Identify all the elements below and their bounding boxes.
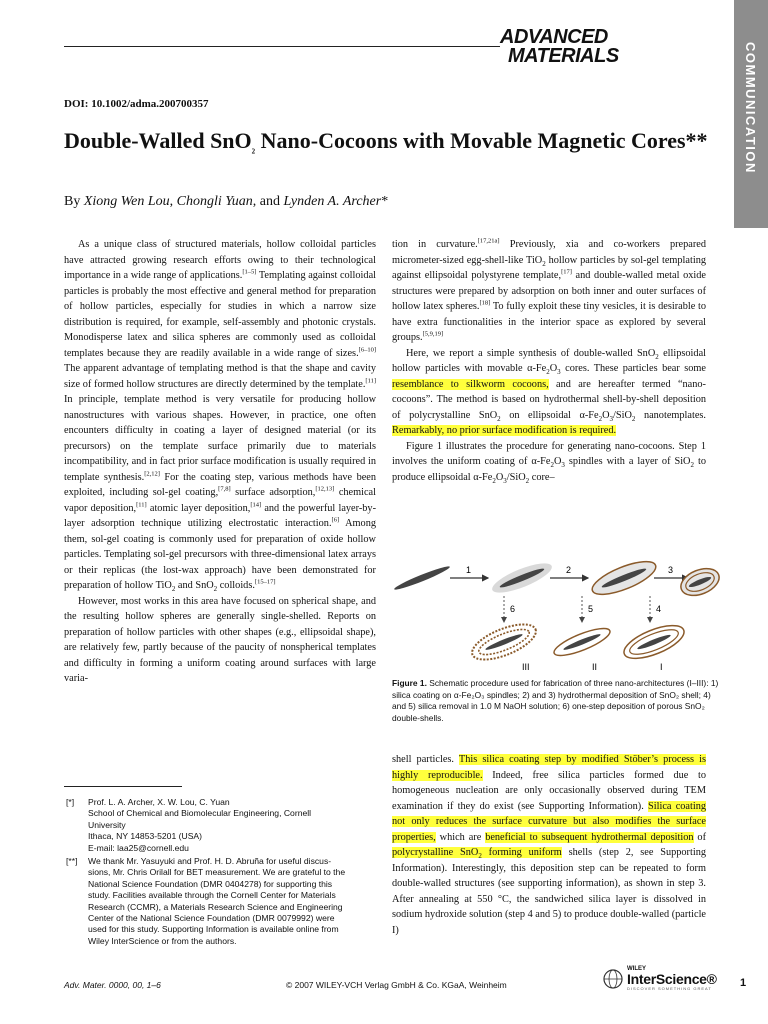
body-column-right-bottom [392,752,706,938]
paragraph: Here, we report a simple synthesis of double-walled SnO$_2$ ellipsoidal hollow particles with movable $\alpha-Fe_2O_3$ cores. These particles bear some resemblance to silkworm cocoons, and are hereafter termed “nano-cocoons”. The method is based on hydrothermal shell-by-shell deposition of polycrystalline SnO$_2$ on ellipsoidal $\alpha-Fe_2O_3/SiO_2$ nanotemplates. Remarkably, no prior surface modification is required. [392,347,706,436]
footnote-line: sions, Mr. Chris Orilall for BET measurement. We are grateful to the [88,867,346,878]
footnote-marker-1: [*] [66,797,75,807]
footnote-line: National Science Foundation (DMR 0404278) for supporting this [88,878,333,889]
paragraph: However, most works in this area have focused on spherical shape, and the resulting hollow spheres are generally single-shelled. Reports on preparation of hollow particles with other shapes (e.g., ellipsoidal shape), are relatively few, partly because of the paucity of nonspherical templates and difficulty in forming a uniform coating around surfaces with large varia- [64,595,376,684]
doi: DOI: 10.1002/adma.200700357 [64,98,209,110]
journal-logo [500,28,619,66]
structure-label-ii: II [592,662,598,672]
step-label-2: 2 [566,565,572,575]
paragraph: tion in curvature.[17,21a] Previously, xia and co-workers prepared micrometer-sized egg-shell-like TiO$_2$ hollow particles by sol-gel templating against ellipsoidal polystyrene template,[17] and double-walled metal oxide structures were prepared by adsorption on both inner and outer surfaces of hollow latex spheres.[18] To fully exploit these tiny vesicles, it is desirable to have extra functionalities in the interior space as explored by several groups.[5,9,19] [392,237,706,343]
paragraph: As a unique class of structured materials, hollow colloidal particles have attracted growing research efforts owing to their technological importance in a wide range of applications.[1–5] Templating against colloidal particles is probably the most effective and general method for preparation of hollow particles, especially for studies in which a narrow size distribution is required, for example, self-assembly and photonic crystals. Monodisperse latex and silica spheres are commonly used as colloidal templates because they are readily available in a wide range of sizes.[6–10] The apparent advantage of templating method is that the shape and cavity size of formed hollow structures are directly determined by the template.[11] In principle, template method is very versatile for producing hollow nanostructures with various shapes. However, in practice, one often encounters difficulty in coating a layer of designed material (or its precursors) on the template surface primarily due to materials incompatibility, and in fact prior surface modification is usually required in template synthesis.[2,12] For the coating step, various methods have been exploited, including sol-gel coating,[7,8] surface adsorption,[12,13] chemical vapor deposition,[11] atomic layer deposition,[14] and the powerful layer-by-layer adsorption technique utilizing electrostatic interaction.[6] Among them, sol-gel coating is commonly used for preparation of oxide hollow particles. Templating sol-gel precursors with three-dimensional latex arrays or their replicas (the lost-wax approach) have been demonstrated for preparation of hollow TiO$_2$ and SnO$_2$ colloids.[15–17] [64,239,377,594]
author-by: By [64,194,84,209]
journal-logo-line2: MATERIALS [508,45,619,67]
footnote-line: School of Chemical and Biomolecular Engineering, Cornell [88,808,312,819]
highlight: resemblance to silkworm cocoons, [392,378,549,390]
publisher-logo [602,966,717,992]
footnote-line: Research (CCMR), a Materials Research Science and Engineering [88,901,343,912]
globe-icon [602,968,624,990]
footnote-line: study. Facilities available through the Cornell Center for Materials [88,890,336,901]
footnote-line: We thank Mr. Yasuyuki and Prof. H. D. Abruña for useful discus- [88,856,332,866]
header-rule [64,46,500,47]
highlight: Silica coating not only reduces the surface curvature but also modifies the surface properties, [392,800,706,843]
caption-text: Schematic procedure used for fabrication of three nano-architectures (I–III): 1) silica coating on α-Fe₂O₃ spindles; 2) and 3) hydrothermal deposition of SnO₂ shell; 4) and 5) silica removal in 1.0 M NaOH solution; 6) one-step deposition of porous SnO₂ double-shells. [392,678,719,723]
footnote-marker-2: [**] [66,856,78,866]
nano-cocoon-iii [468,617,541,667]
silica-coated-spindle [489,560,555,598]
highlight: Remarkably, no prior surface modification is required. [392,425,617,436]
step-label-1: 1 [466,565,472,575]
page-number: 1 [740,977,747,989]
publisher-name: InterScience® [627,971,717,987]
nano-cocoon-i [620,619,688,665]
title-part1: Double-Walled SnO [64,128,252,153]
section-tab [734,0,768,228]
author-2: Chongli Yuan [176,194,253,209]
footnote-line: Ithaca, NY 14853-5201 (USA) [88,831,203,842]
author-sep1: , [169,194,177,209]
highlight: beneficial to subsequent hydrothermal deposition [485,831,694,843]
title-part2: Nano-Cocoons with Movable Magnetic Cores** [255,128,708,153]
publisher-small: WILEY [627,966,646,972]
author-1: Xiong Wen Lou [83,194,170,209]
footnote-correspondence [66,797,378,854]
double-coated-particle [677,563,720,600]
spindle-core [393,564,451,592]
step-label-6: 6 [510,604,516,614]
author-3: Lynden A. Archer [283,194,382,209]
author-line [64,194,388,210]
journal-logo-line1: ADVANCED [500,26,608,48]
structure-label-iii: III [522,662,530,672]
footnote-acknowledgements [66,856,380,947]
footnote-rule [64,786,182,787]
article-title [64,128,724,154]
publisher-tagline: DISCOVER SOMETHING GREAT [627,986,712,991]
paragraph: Figure 1 illustrates the procedure for generating nano-cocoons. Step 1 involves the uniform coating of $\alpha-Fe_2O_3$ spindles with a layer of SiO$_2$ to produce ellipsoidal $\alpha-Fe_2O_3/SiO_2$ core– [392,440,706,485]
author-star: * [381,194,389,209]
footnote-line: Prof. L. A. Archer, X. W. Lou, C. Yuan [88,797,230,807]
highlight: This silica coating step by modified Stöber’s process is highly reproducible. [392,754,706,781]
figure-1-schematic [392,560,720,672]
footnote-line: Wiley InterScience or from the authors. [88,935,237,946]
step-label-5: 5 [588,604,594,614]
structure-label-i: I [660,662,663,672]
body-column-left [64,237,376,687]
sno2-coated-particle [588,560,659,601]
figure-1-caption [392,678,720,724]
section-tab-label: COMMUNICATION [743,42,758,174]
step-label-4: 4 [656,604,662,614]
footnote-line: University [88,819,126,830]
body-column-right-top [392,237,706,485]
footnote-line: used for this study. Supporting Information is available online from [88,924,339,935]
footer-citation: Adv. Mater. 0000, 00, 1–6 [64,980,161,990]
step-label-3: 3 [668,565,674,575]
paragraph: shell particles. This silica coating step by modified Stöber’s process is highly reproducible. Indeed, free silica particles formed due to homogeneous nucleation are only occasionally observed during TEM examination if they do exist (see Supporting Information). Silica coating not only reduces the surface curvature but also modifies the surface properties, which are beneficial to subsequent hydrothermal deposition of polycrystalline SnO$_2$ forming uniform shells (step 2, see Supporting Information). Interestingly, this deposition step can be repeated to form double-walled structures (see supporting information), as shown in step 3. After annealing at 550 °C, the sandwiched silica layer is dissolved in sodium hydroxide solution (step 4 and 5) to produce double-walled (particle I) [392,754,707,936]
title-subscript: 2 [251,147,256,156]
footnote-line: Center of the National Science Foundation (DMR 0079992) were [88,913,335,924]
author-sep2: , and [252,194,284,209]
footer-copyright: © 2007 WILEY-VCH Verlag GmbH & Co. KGaA, Weinheim [286,980,507,990]
caption-label: Figure 1. [392,678,427,688]
nano-cocoon-ii [551,623,613,660]
footnote-email: E-mail: laa25@cornell.edu [88,842,189,853]
highlight: polycrystalline SnO$_2$ forming uniform [392,847,562,861]
